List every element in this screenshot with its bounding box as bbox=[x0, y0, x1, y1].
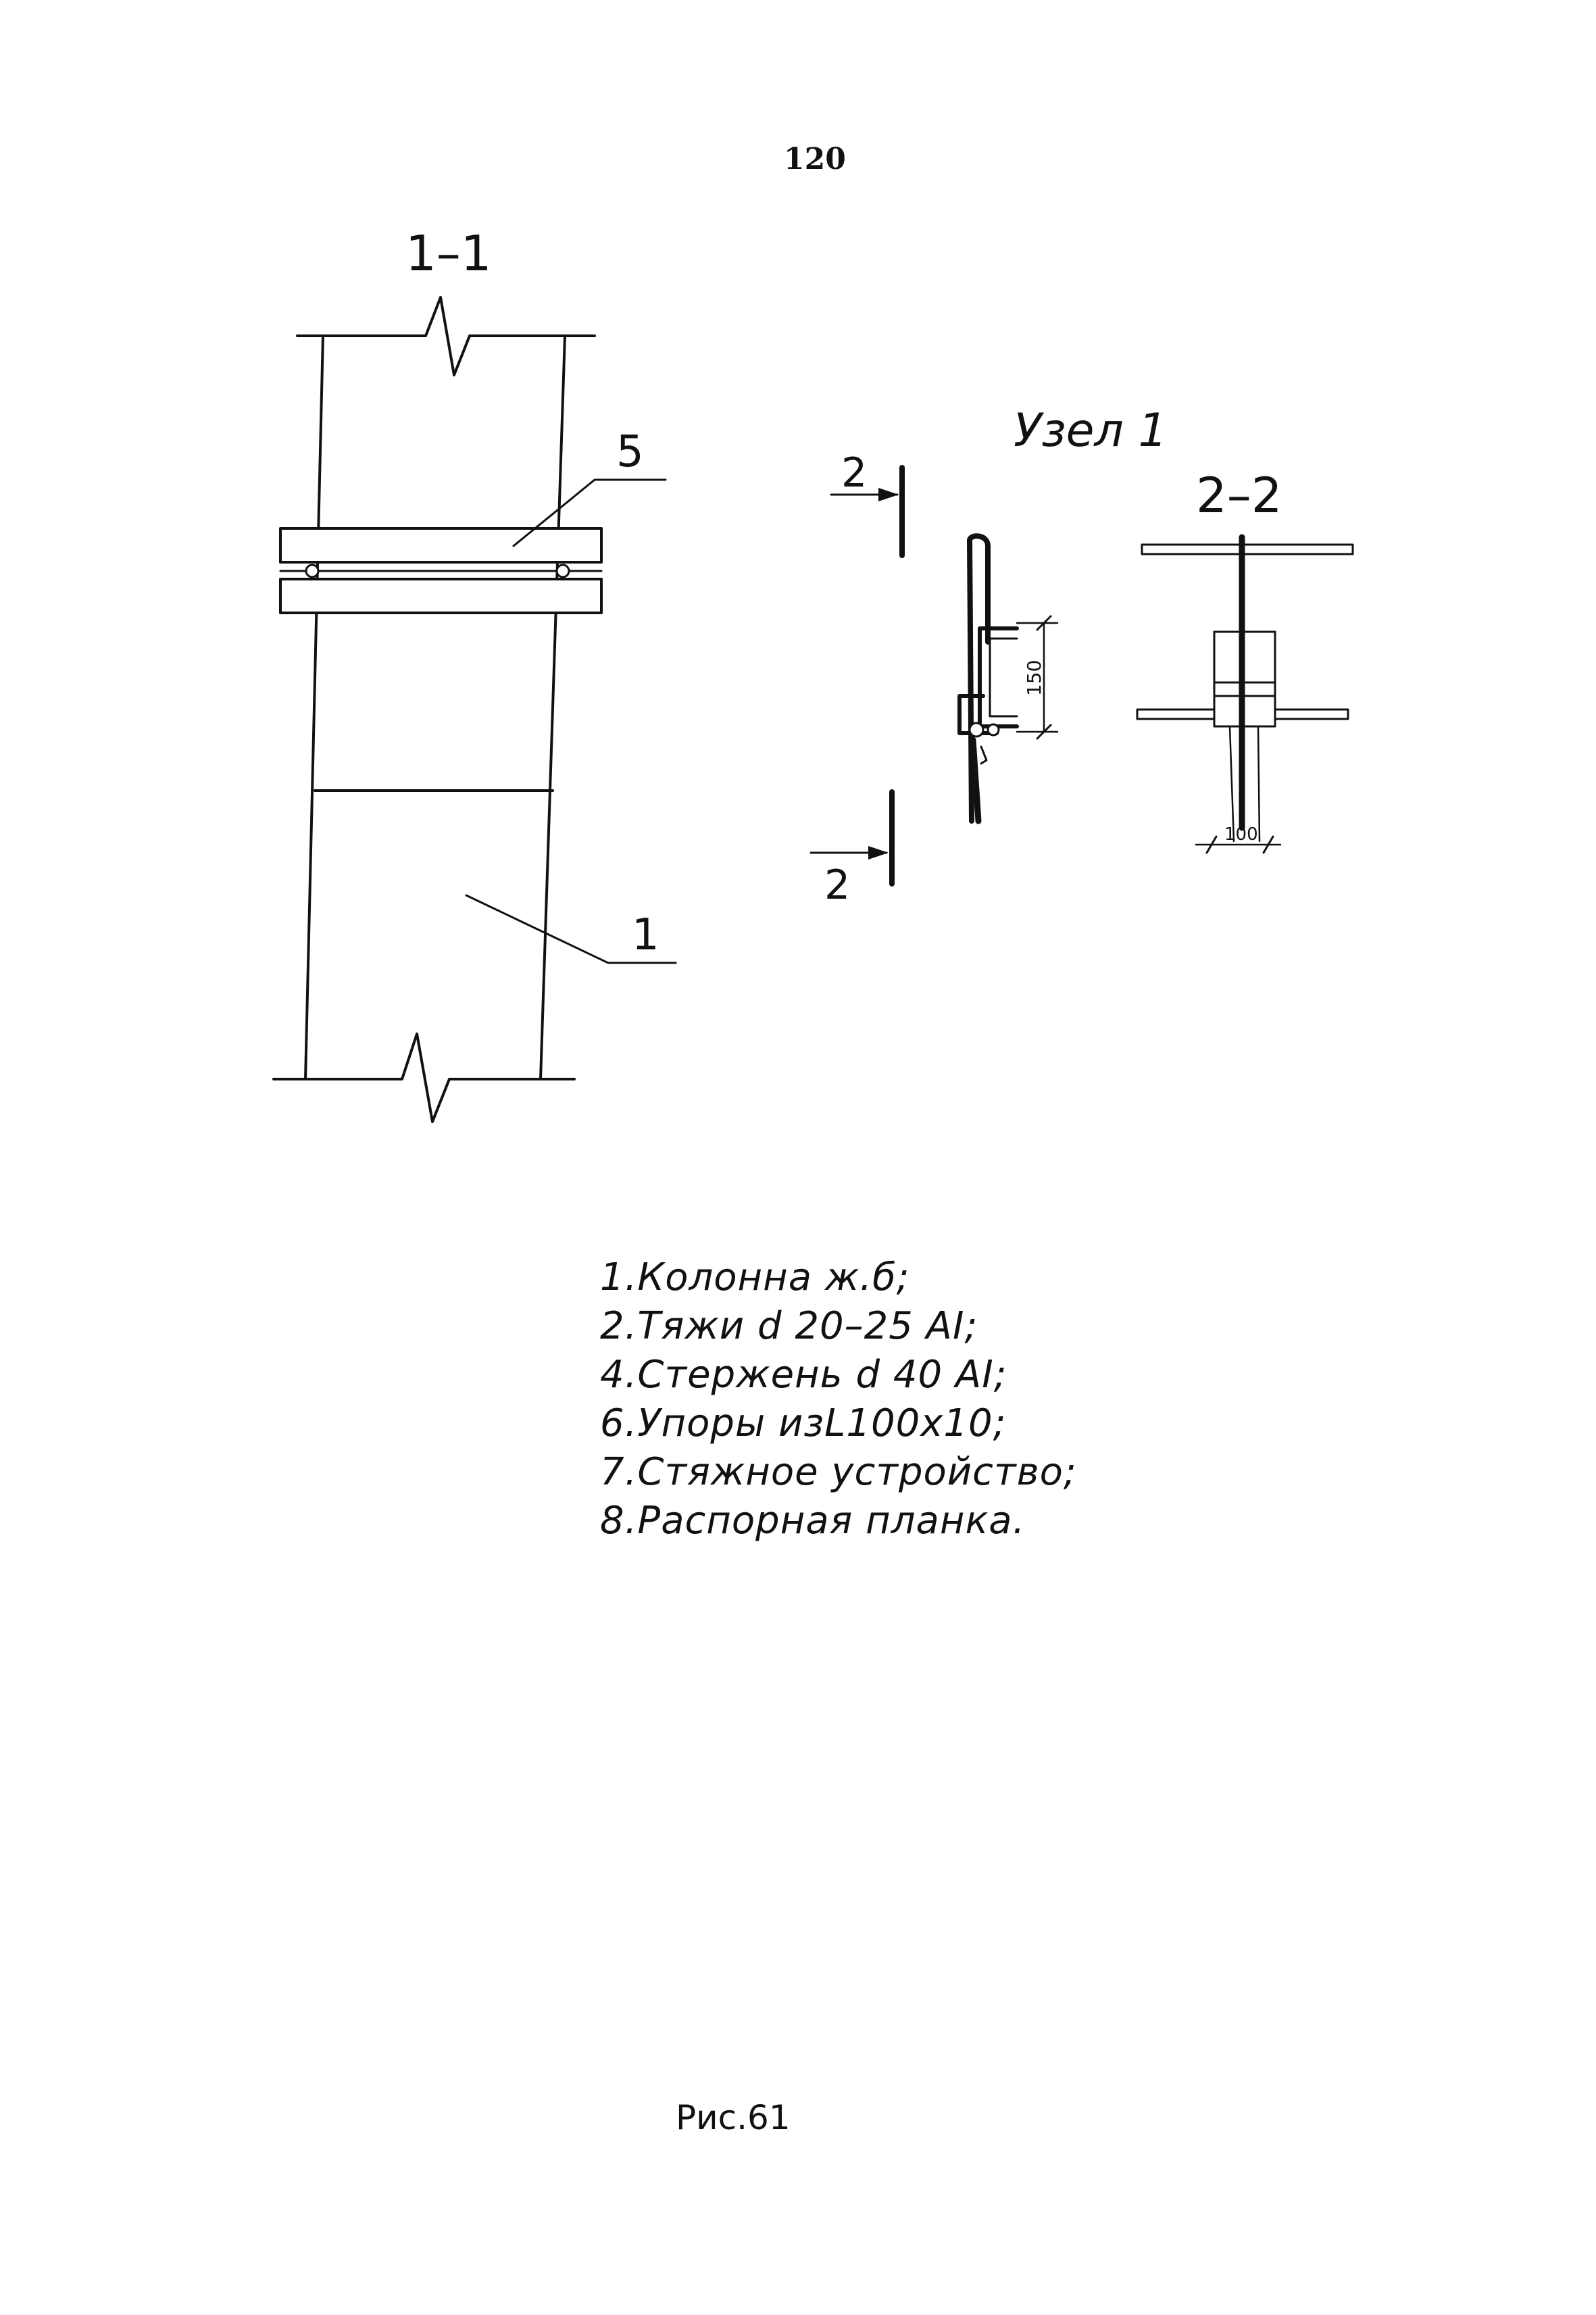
section-1-1-title: 1–1 bbox=[405, 225, 492, 282]
node-1-drawing bbox=[811, 468, 1057, 884]
dimension-150-label: 150 bbox=[1023, 659, 1045, 696]
node-1-title: Узел 1 bbox=[1014, 404, 1168, 457]
legend-list bbox=[600, 1253, 1208, 1545]
section-mark-bottom-label: 2 bbox=[824, 862, 851, 909]
legend-item: 8.Распорная планка. bbox=[600, 1499, 1026, 1543]
column-left-edge bbox=[305, 336, 323, 1079]
section-1-1-drawing bbox=[274, 297, 676, 1122]
hook-assembly bbox=[959, 536, 1017, 821]
bottom-break-line bbox=[274, 1034, 574, 1122]
top-break-line bbox=[297, 297, 595, 375]
page-number: 120 bbox=[784, 142, 846, 176]
figure-caption: Рис.61 bbox=[676, 2098, 791, 2137]
plank-upper bbox=[280, 528, 601, 562]
legend-item: 2.Тяжи d 20–25 AI; bbox=[600, 1304, 978, 1348]
legend-item: 6.Упоры изL100х10; bbox=[600, 1401, 1007, 1445]
rod-right bbox=[557, 565, 569, 577]
upper-stop-bar bbox=[1142, 545, 1353, 554]
callout-item-5: 5 bbox=[616, 427, 644, 477]
legend-item: 7.Стяжное устройство; bbox=[600, 1450, 1077, 1494]
plank-lower bbox=[280, 579, 601, 613]
legend-item: 1.Колонна ж.б; bbox=[600, 1255, 910, 1299]
section-mark-top-label: 2 bbox=[841, 449, 868, 497]
legend-item: 4.Стержень d 40 AI; bbox=[600, 1353, 1007, 1397]
dimension-100-label: 100 bbox=[1224, 824, 1258, 845]
rod-left bbox=[306, 565, 318, 577]
section-2-2-drawing bbox=[1137, 537, 1353, 853]
column-right-edge bbox=[541, 336, 565, 1079]
callout-item-1: 1 bbox=[632, 910, 659, 960]
section-2-2-title: 2–2 bbox=[1196, 467, 1282, 524]
